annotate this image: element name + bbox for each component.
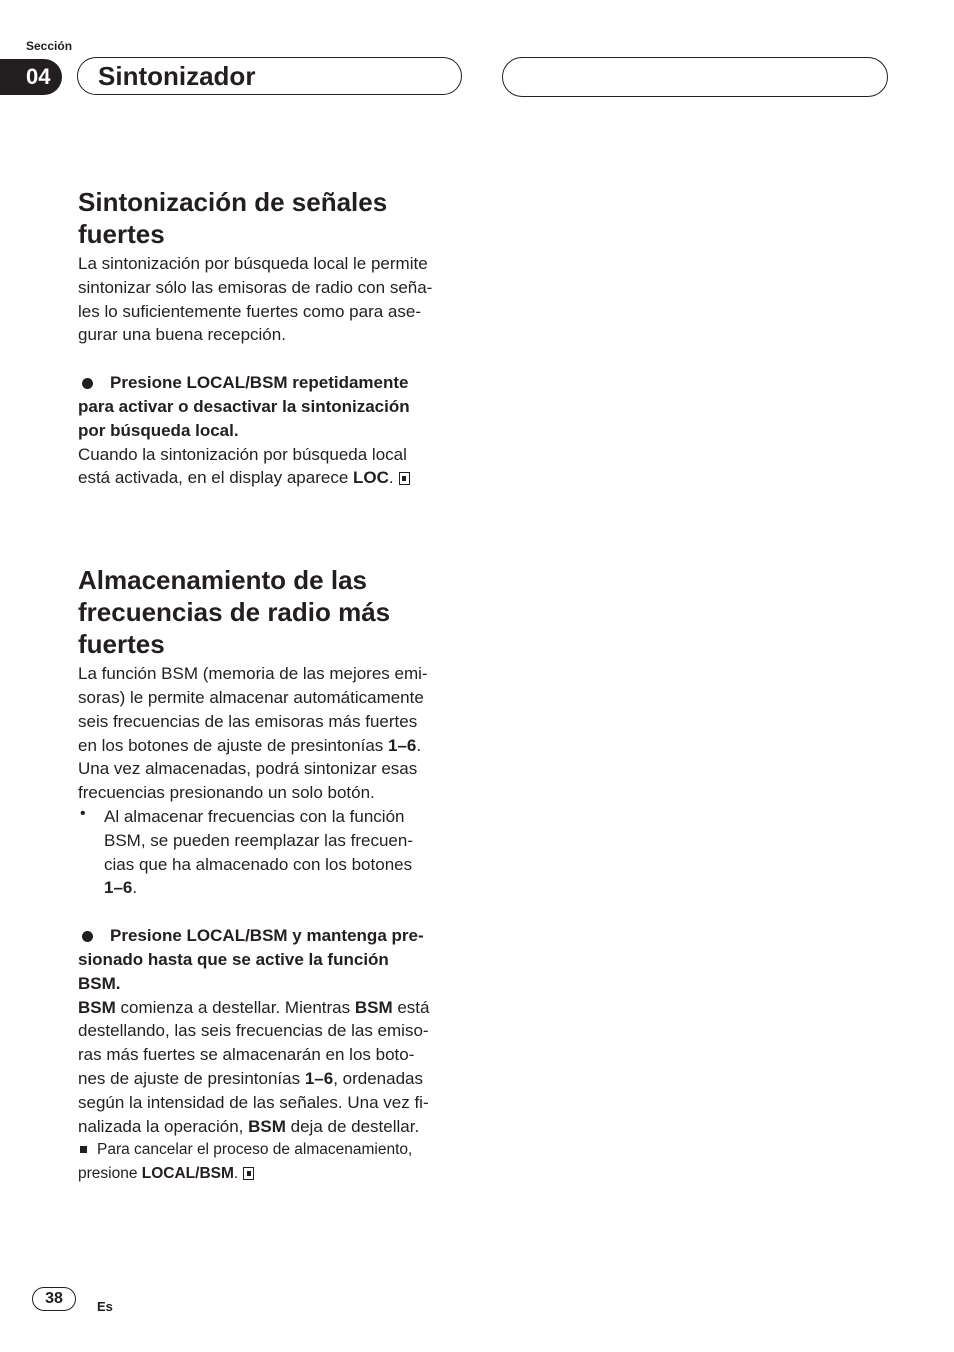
instruction-line: por búsqueda local. bbox=[78, 420, 239, 440]
body-line: gurar una buena recepción. bbox=[78, 325, 286, 345]
bullet-dot-icon bbox=[82, 378, 93, 389]
bullet-line: Al almacenar frecuencias con la función bbox=[104, 806, 405, 826]
main-column bbox=[78, 186, 470, 1186]
section2-result: BSM comienza a destellar. Mientras BSM está destellando, las seis frecuencias de las emiso- ras más fuertes se almacenarán en los boto- nes de ajuste de presintonías 1–6, ordenadas según la intensidad de las señales. Una vez fi- nalizada la operación, BSM deja de destellar. bbox=[78, 996, 470, 1139]
end-mark-icon bbox=[243, 1167, 254, 1180]
section2-heading bbox=[78, 564, 470, 660]
body-line: Una vez almacenadas, podrá sintonizar esas bbox=[78, 759, 418, 779]
instruction-line: para activar o desactivar la sintonización bbox=[78, 396, 410, 416]
result-line: según la intensidad de las señales. Una vez fi- bbox=[78, 1092, 429, 1112]
instruction-line: Presione LOCAL/BSM y mantenga pre- bbox=[110, 926, 424, 946]
section-title: Sintonizador bbox=[98, 61, 256, 91]
body-line: soras) le permite almacenar automáticamente bbox=[78, 687, 424, 707]
result-line: destellando, las seis frecuencias de las emiso- bbox=[78, 1021, 429, 1041]
section1-result: Cuando la sintonización por búsqueda local está activada, en el display aparece LOC. bbox=[78, 443, 470, 491]
loc-indicator: LOC bbox=[353, 468, 389, 488]
bullet-dot-icon bbox=[82, 931, 93, 942]
section-title-box bbox=[77, 57, 462, 95]
section2-instruction bbox=[78, 924, 470, 995]
section-number-tab: 04 bbox=[0, 59, 62, 95]
body-line: sintonizar sólo las emisoras de radio con seña- bbox=[78, 277, 433, 297]
section1-heading: Sintonización de señales fuertes bbox=[78, 187, 388, 249]
bullet-line: BSM, se pueden reemplazar las frecuen- bbox=[104, 830, 413, 850]
note-square-icon bbox=[80, 1146, 87, 1153]
result-line: Cuando la sintonización por búsqueda local bbox=[78, 444, 407, 464]
instruction-line: sionado hasta que se active la función bbox=[78, 949, 389, 969]
body-line: frecuencias presionando un solo botón. bbox=[78, 783, 375, 803]
section2-body: La función BSM (memoria de las mejores emi- soras) le permite almacenar automáticamente seis frecuencias de las emisoras más fuertes en los botones de ajuste de presintonías 1–6. Una vez almacenadas, podrá sintonizar esas frecuencias presionando un solo botón. bbox=[78, 662, 470, 805]
section-right-box bbox=[502, 57, 888, 97]
instruction-line: BSM. bbox=[78, 973, 121, 993]
body-line: La sintonización por búsqueda local le permite bbox=[78, 254, 428, 273]
page-number: 38 bbox=[32, 1287, 76, 1311]
heading-line: fuertes bbox=[78, 629, 165, 660]
result-line: ras más fuertes se almacenarán en los boto- bbox=[78, 1045, 415, 1065]
heading-line: frecuencias de radio más bbox=[78, 597, 391, 628]
end-mark-icon bbox=[399, 472, 410, 485]
heading-line: Almacenamiento de las bbox=[78, 565, 367, 596]
body-line: seis frecuencias de las emisoras más fuertes bbox=[78, 711, 418, 731]
bullet-line: cias que ha almacenado con los botones bbox=[104, 854, 413, 874]
body-line: La función BSM (memoria de las mejores emi- bbox=[78, 664, 428, 684]
section1-instruction bbox=[78, 371, 470, 442]
seccion-label: Sección bbox=[26, 39, 73, 53]
language-code: Es bbox=[97, 1299, 113, 1314]
note-line: Para cancelar el proceso de almacenamiento, bbox=[97, 1141, 413, 1159]
bullet-mark: • bbox=[80, 804, 86, 822]
section2-bullet: • Al almacenar frecuencias con la función BSM, se pueden reemplazar las frecuen- cias que ha almacenado con los botones 1–6. bbox=[78, 805, 470, 900]
body-line: les lo suficientemente fuertes como para ase- bbox=[78, 301, 422, 321]
section2-note: Para cancelar el proceso de almacenamiento, presione LOCAL/BSM. bbox=[78, 1141, 413, 1183]
instruction-line: Presione LOCAL/BSM repetidamente bbox=[110, 373, 409, 393]
section1-body bbox=[78, 252, 470, 347]
